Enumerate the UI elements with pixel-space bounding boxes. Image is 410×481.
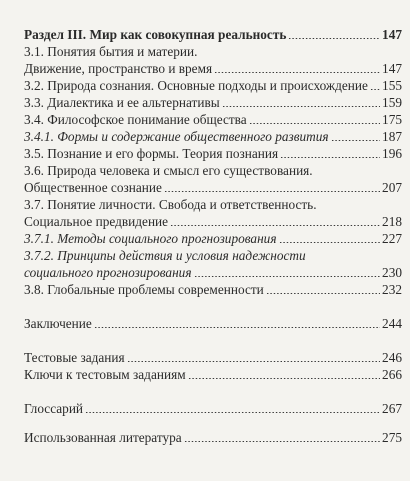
toc-entry-section-3 <box>24 26 402 43</box>
toc-entry-page: 244 <box>382 316 402 331</box>
toc-entry-conclusion <box>24 315 402 332</box>
dot-leader <box>370 89 380 90</box>
toc-entry-page: 227 <box>382 231 402 246</box>
toc-entry-page: 147 <box>382 27 402 42</box>
toc-entry-page: 266 <box>382 367 402 382</box>
toc-entry-3-2 <box>24 77 402 94</box>
toc-entry-literature <box>24 429 402 446</box>
toc-entry-3-1-line1: 3.1. Понятия бытия и материи. <box>24 44 198 59</box>
toc-entry-page: 175 <box>382 112 402 127</box>
dot-leader <box>266 293 380 294</box>
toc-entry-page: 196 <box>382 146 402 161</box>
toc-entry-title: социального прогнозирования <box>24 265 192 280</box>
dot-leader <box>194 276 381 277</box>
toc-entry-title: Раздел III. Мир как совокупная реальность <box>24 27 287 42</box>
toc-entry-keys <box>24 366 402 383</box>
toc-entry-page: 187 <box>382 129 402 144</box>
toc-entry-3-7 <box>24 213 402 230</box>
toc-entry-title: Заключение <box>24 316 92 331</box>
toc-entry-title: 3.3. Диалектика и ее альтернативы <box>24 95 220 110</box>
toc-entry-page: 159 <box>382 95 402 110</box>
dot-leader <box>288 38 380 39</box>
toc-entry-title: Использованная литература <box>24 430 182 445</box>
toc-entry-3-6 <box>24 179 402 196</box>
toc-entry-3-4 <box>24 111 402 128</box>
toc-entry-page: 147 <box>382 61 402 76</box>
toc-entry-page: 207 <box>382 180 402 195</box>
toc-entry-3-7-2 <box>24 264 402 281</box>
toc-entry-page: 232 <box>382 282 402 297</box>
toc-entry-tests <box>24 349 402 366</box>
toc-entry-page: 218 <box>382 214 402 229</box>
toc-entry-3-5 <box>24 145 402 162</box>
toc-entry-title: Движение, пространство и время <box>24 61 213 76</box>
dot-leader <box>280 157 380 158</box>
toc-entry-title: 3.5. Познание и его формы. Теория познания <box>24 146 279 161</box>
toc-entry-title: Глоссарий <box>24 401 84 416</box>
toc-entry-title: 3.8. Глобальные проблемы современности <box>24 282 264 297</box>
dot-leader <box>85 412 380 413</box>
toc-entry-page: 246 <box>382 350 402 365</box>
dot-leader <box>214 72 380 73</box>
dot-leader <box>188 378 380 379</box>
toc-entry-3-1 <box>24 60 402 77</box>
toc-entry-title: Тестовые задания <box>24 350 125 365</box>
toc-entry-3-4-1 <box>24 128 402 145</box>
dot-leader <box>127 361 380 362</box>
toc-entry-title: Общественное сознание <box>24 180 162 195</box>
dot-leader <box>222 106 380 107</box>
toc-entry-page: 275 <box>382 430 402 445</box>
dot-leader <box>164 191 380 192</box>
toc-entry-3-8 <box>24 281 402 298</box>
toc-entry-title: 3.2. Природа сознания. Основные подходы и происхождение <box>24 78 368 93</box>
dot-leader <box>249 123 380 124</box>
toc-entry-title: Ключи к тестовым заданиям <box>24 367 186 382</box>
dot-leader <box>184 441 380 442</box>
toc-entry-3-6-line1: 3.6. Природа человека и смысл его существования. <box>24 163 313 178</box>
toc-entry-3-3 <box>24 94 402 111</box>
table-of-contents <box>24 26 402 446</box>
dot-leader <box>279 242 381 243</box>
dot-leader <box>94 327 380 328</box>
toc-entry-title: 3.4.1. Формы и содержание общественного развития <box>24 129 329 144</box>
toc-entry-title: 3.4. Философское понимание общества <box>24 112 247 127</box>
toc-entry-3-7-1 <box>24 230 402 247</box>
toc-entry-page: 155 <box>382 78 402 93</box>
toc-entry-page: 267 <box>382 401 402 416</box>
toc-entry-3-7-line1: 3.7. Понятие личности. Свобода и ответственность. <box>24 197 317 212</box>
toc-entry-title: Социальное предвидение <box>24 214 169 229</box>
dot-leader <box>170 225 380 226</box>
toc-entry-page: 230 <box>382 265 402 280</box>
dot-leader <box>331 140 380 141</box>
toc-entry-glossary <box>24 400 402 417</box>
toc-entry-title: 3.7.1. Методы социального прогнозирования <box>24 231 277 246</box>
toc-entry-3-7-2-line1: 3.7.2. Принципы действия и условия надежности <box>24 248 306 263</box>
